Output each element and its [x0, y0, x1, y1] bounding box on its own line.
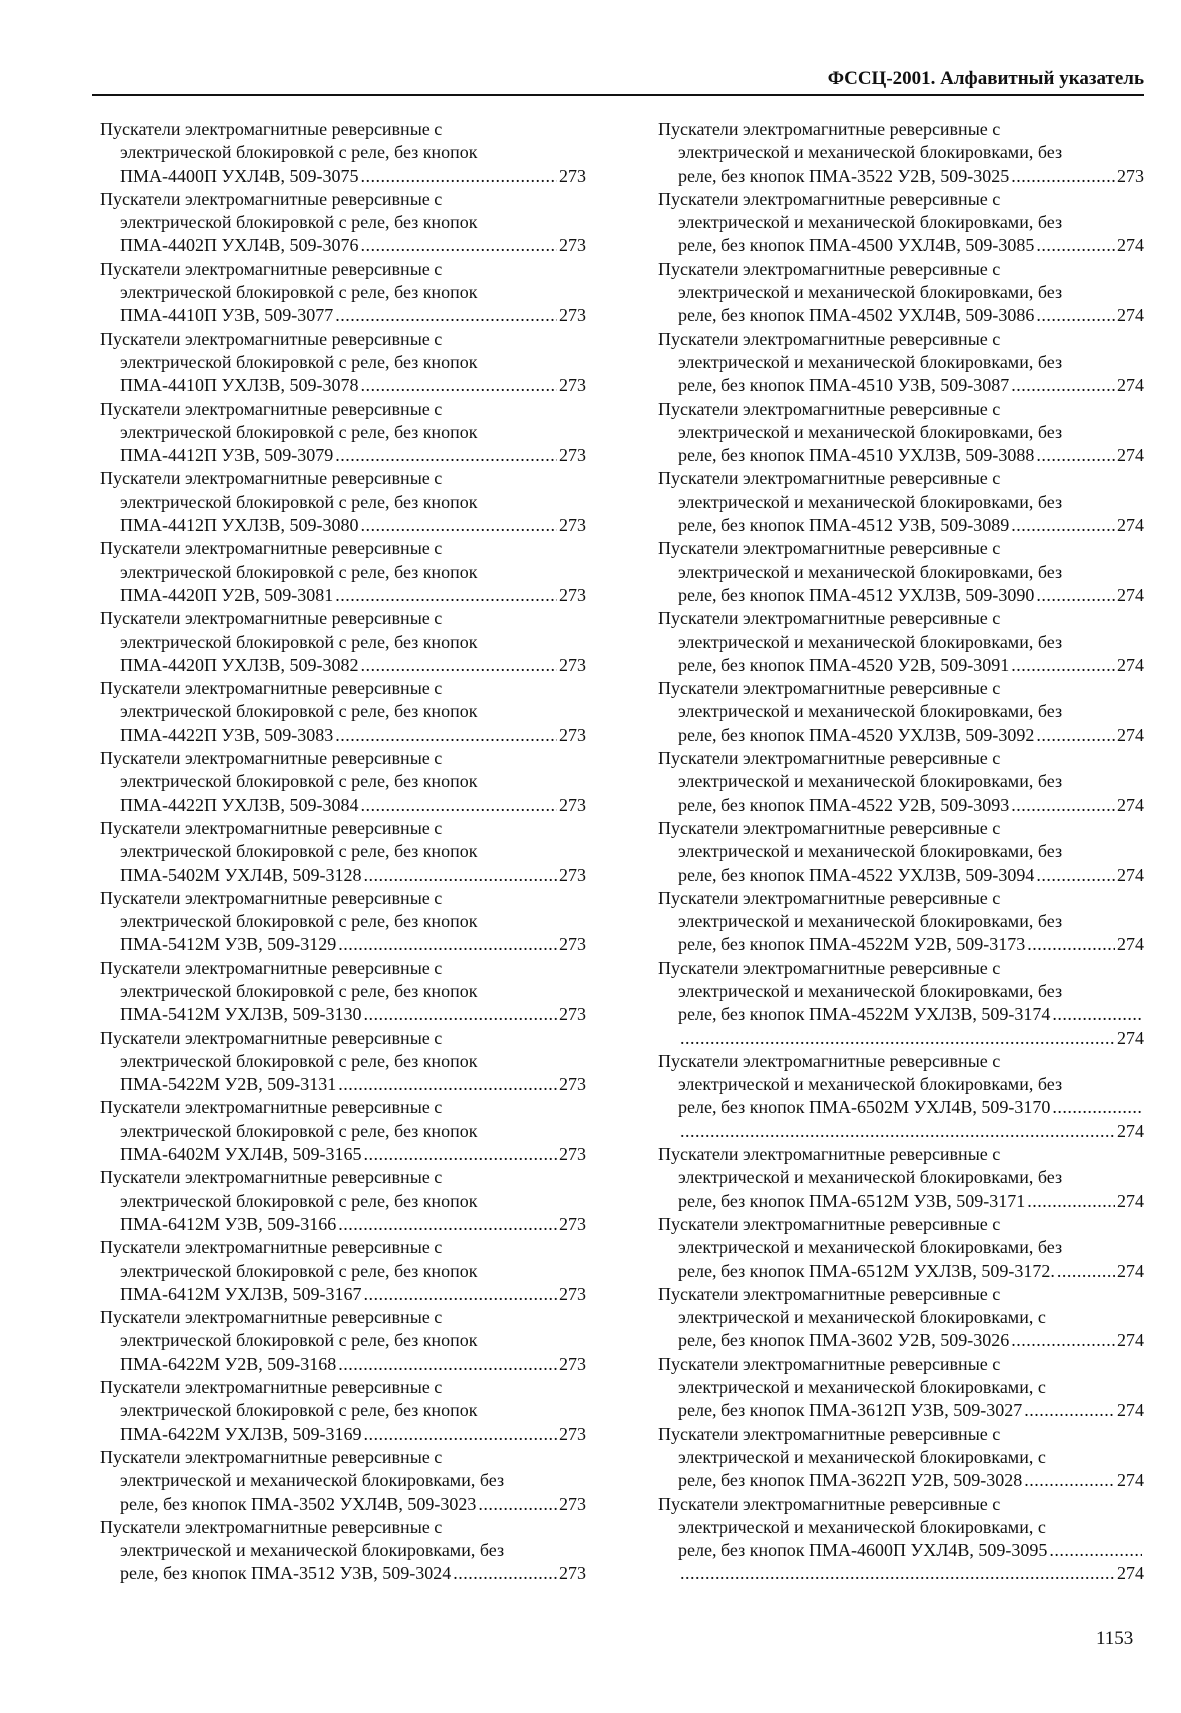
dot-leader	[363, 1283, 557, 1306]
index-entry	[100, 398, 586, 468]
entry-title-line: Пускатели электромагнитные реверсивные с	[658, 1493, 1001, 1514]
dot-leader	[1052, 1003, 1142, 1026]
entry-continuation-line: электрической блокировкой с реле, без кнопок	[120, 841, 478, 862]
dot-leader	[1036, 444, 1115, 467]
entry-title-line: Пускатели электромагнитные реверсивные с	[658, 258, 1001, 279]
entry-continuation-line: электрической и механической блокировками, без	[678, 911, 1063, 932]
entry-title-line: Пускатели электромагнитные реверсивные с	[100, 538, 443, 559]
dot-leader	[335, 584, 557, 607]
index-entry	[100, 1027, 586, 1097]
index-entry	[100, 747, 586, 817]
index-entry	[658, 1283, 1144, 1353]
entry-title-line: Пускатели электромагнитные реверсивные с	[100, 1237, 443, 1258]
entry-continuation-line: электрической блокировкой с реле, без кнопок	[120, 1050, 478, 1071]
index-entry	[100, 887, 586, 957]
entry-title-line: Пускатели электромагнитные реверсивные с	[100, 748, 443, 769]
entry-title-line: Пускатели электромагнитные реверсивные с	[658, 328, 1001, 349]
entry-page-number: 274	[1117, 794, 1144, 815]
dot-leader	[363, 1423, 557, 1446]
index-entry	[100, 328, 586, 398]
entry-page-number: 273	[559, 864, 586, 885]
entry-continuation-line: электрической и механической блокировками, без	[678, 631, 1063, 652]
index-entry	[658, 1493, 1144, 1586]
header-title: ФССЦ-2001. Алфавитный указатель	[827, 68, 1144, 89]
dot-leader	[1027, 933, 1115, 956]
entry-continuation-line: электрической и механической блокировками, без	[120, 1540, 505, 1561]
entry-page-number: 274	[1117, 1120, 1144, 1141]
entry-page-number: 274	[1117, 1563, 1144, 1584]
entry-title-line: Пускатели электромагнитные реверсивные с	[658, 957, 1001, 978]
index-entry	[658, 118, 1144, 188]
entry-continuation-line: электрической и механической блокировками, без	[678, 1167, 1063, 1188]
entry-page-number: 273	[559, 1074, 586, 1095]
entry-reference: ПМА-5412М У3В, 509-3129	[120, 934, 337, 955]
entry-continuation-line: электрической блокировкой с реле, без кнопок	[120, 1260, 478, 1281]
dot-leader	[1049, 1539, 1142, 1562]
entry-reference: реле, без кнопок ПМА-4522 У2В, 509-3093	[678, 794, 1010, 815]
entry-continuation-line: электрической и механической блокировками, без	[678, 1074, 1063, 1095]
entry-title-line: Пускатели электромагнитные реверсивные с	[100, 119, 443, 139]
index-column-right	[658, 118, 1144, 1586]
entry-page-number: 274	[1117, 1470, 1144, 1491]
dot-leader	[360, 234, 557, 257]
index-entry	[100, 537, 586, 607]
page-header	[92, 66, 1144, 96]
index-entry	[100, 1166, 586, 1236]
entry-title-line: Пускатели электромагнитные реверсивные с	[100, 398, 443, 419]
entry-continuation-line: электрической и механической блокировками, с	[678, 1307, 1046, 1328]
entry-continuation-line: электрической и механической блокировками, без	[678, 212, 1063, 233]
entry-continuation-line: электрической блокировкой с реле, без кнопок	[120, 980, 478, 1001]
index-entry	[658, 467, 1144, 537]
entry-continuation-line: электрической и механической блокировками, с	[678, 1377, 1046, 1398]
dot-leader	[1052, 1096, 1142, 1119]
entry-reference: реле, без кнопок ПМА-3622П У2В, 509-3028	[678, 1470, 1023, 1491]
dot-leader	[1011, 1329, 1115, 1352]
entry-title-line: Пускатели электромагнитные реверсивные с	[658, 1050, 1001, 1071]
entry-continuation-line: электрической блокировкой с реле, без кнопок	[120, 911, 478, 932]
entry-page-number: 273	[559, 1493, 586, 1514]
entry-continuation-line: электрической и механической блокировками, без	[678, 142, 1063, 163]
entry-page-number: 274	[1117, 1400, 1144, 1421]
entry-title-line: Пускатели электромагнитные реверсивные с	[658, 468, 1001, 489]
entry-reference: реле, без кнопок ПМА-4502 УХЛ4В, 509-3086	[678, 305, 1035, 326]
entry-reference: ПМА-5402М УХЛ4В, 509-3128	[120, 864, 362, 885]
entry-continuation-line: электрической блокировкой с реле, без кнопок	[120, 1330, 478, 1351]
entry-reference: ПМА-6412М У3В, 509-3166	[120, 1213, 337, 1234]
dot-leader	[360, 654, 557, 677]
entry-reference: реле, без кнопок ПМА-4512 УХЛ3В, 509-3090	[678, 584, 1035, 605]
entry-title-line: Пускатели электромагнитные реверсивные с	[658, 119, 1001, 139]
entry-title-line: Пускатели электромагнитные реверсивные с	[100, 817, 443, 838]
entry-reference: реле, без кнопок ПМА-3602 У2В, 509-3026	[678, 1330, 1010, 1351]
index-entry	[100, 118, 586, 188]
entry-continuation-line: электрической и механической блокировками, без	[678, 421, 1063, 442]
index-entry	[100, 467, 586, 537]
entry-reference: реле, без кнопок ПМА-6512М У3В, 509-3171	[678, 1190, 1026, 1211]
dot-leader	[680, 1120, 1115, 1143]
entry-reference: реле, без кнопок ПМА-3522 У2В, 509-3025	[678, 165, 1010, 186]
entry-reference: реле, без кнопок ПМА-4500 УХЛ4В, 509-3085	[678, 235, 1035, 256]
entry-title-line: Пускатели электромагнитные реверсивные с	[658, 748, 1001, 769]
entry-title-line: Пускатели электромагнитные реверсивные с	[658, 887, 1001, 908]
entry-reference: реле, без кнопок ПМА-4522М УХЛ3В, 509-3174	[678, 1004, 1051, 1025]
entry-reference: реле, без кнопок ПМА-4510 У3В, 509-3087	[678, 375, 1010, 396]
entry-page-number: 274	[1117, 1190, 1144, 1211]
entry-page-number: 273	[559, 515, 586, 536]
entry-reference: ПМА-4422П У3В, 509-3083	[120, 724, 334, 745]
entry-continuation-line: электрической блокировкой с реле, без кнопок	[120, 491, 478, 512]
entry-reference: ПМА-4410П УХЛ3В, 509-3078	[120, 375, 359, 396]
dot-leader	[363, 1143, 557, 1166]
entry-page-number: 273	[559, 235, 586, 256]
entry-page-number: 273	[559, 1283, 586, 1304]
entry-title-line: Пускатели электромагнитные реверсивные с	[658, 188, 1001, 209]
dot-leader	[1011, 654, 1115, 677]
entry-page-number: 274	[1117, 515, 1144, 536]
entry-reference: реле, без кнопок ПМА-3502 УХЛ4В, 509-3023	[120, 1493, 477, 1514]
entry-continuation-line: электрической и механической блокировками, без	[678, 1237, 1063, 1258]
entry-continuation-line: электрической блокировкой с реле, без кнопок	[120, 351, 478, 372]
entry-reference: ПМА-4402П УХЛ4В, 509-3076	[120, 235, 359, 256]
index-entry	[100, 1096, 586, 1166]
entry-reference: реле, без кнопок ПМА-4522 УХЛ3В, 509-3094	[678, 864, 1035, 885]
entry-title-line: Пускатели электромагнитные реверсивные с	[658, 538, 1001, 559]
dot-leader	[478, 1493, 557, 1516]
index-entry	[658, 1143, 1144, 1213]
entry-page-number: 273	[559, 934, 586, 955]
dot-leader	[335, 444, 557, 467]
entry-page-number: 274	[1117, 235, 1144, 256]
entry-continuation-line: электрической и механической блокировками, без	[678, 351, 1063, 372]
entry-page-number: 273	[559, 375, 586, 396]
entry-reference: реле, без кнопок ПМА-4600П УХЛ4В, 509-3095	[678, 1540, 1048, 1561]
entry-reference: реле, без кнопок ПМА-4520 УХЛ3В, 509-3092	[678, 724, 1035, 745]
entry-page-number: 274	[1117, 305, 1144, 326]
entry-page-number: 274	[1117, 584, 1144, 605]
dot-leader	[1036, 724, 1115, 747]
entry-reference: ПМА-4412П У3В, 509-3079	[120, 445, 334, 466]
entry-page-number: 273	[559, 584, 586, 605]
dot-leader	[363, 1003, 557, 1026]
entry-continuation-line: электрической и механической блокировками, без	[678, 282, 1063, 303]
entry-continuation-line: электрической блокировкой с реле, без кнопок	[120, 631, 478, 652]
entry-reference: ПМА-4400П УХЛ4В, 509-3075	[120, 165, 359, 186]
dot-leader	[680, 1027, 1115, 1050]
entry-reference: ПМА-6402М УХЛ4В, 509-3165	[120, 1144, 362, 1165]
entry-page-number: 274	[1117, 1027, 1144, 1048]
entry-title-line: Пускатели электромагнитные реверсивные с	[100, 1027, 443, 1048]
entry-page-number: 273	[559, 165, 586, 186]
entry-title-line: Пускатели электромагнитные реверсивные с	[100, 1446, 443, 1467]
entry-continuation-line: электрической блокировкой с реле, без кнопок	[120, 142, 478, 163]
entry-reference: ПМА-6422М У2В, 509-3168	[120, 1353, 337, 1374]
dot-leader	[1011, 374, 1115, 397]
entry-title-line: Пускатели электромагнитные реверсивные с	[100, 608, 443, 629]
index-entry	[658, 1353, 1144, 1423]
entry-title-line: Пускатели электромагнитные реверсивные с	[658, 398, 1001, 419]
entry-continuation-line: электрической блокировкой с реле, без кнопок	[120, 1120, 478, 1141]
index-column-left	[100, 118, 586, 1586]
entry-page-number: 273	[559, 794, 586, 815]
entry-continuation-line: электрической и механической блокировками, без	[678, 841, 1063, 862]
entry-page-number: 273	[559, 1144, 586, 1165]
dot-leader	[338, 933, 557, 956]
dot-leader	[1011, 794, 1115, 817]
entry-continuation-line: электрической и механической блокировками, без	[678, 980, 1063, 1001]
entry-page-number: 273	[559, 1423, 586, 1444]
entry-continuation-line: электрической блокировкой с реле, без кнопок	[120, 1400, 478, 1421]
index-entry	[100, 1306, 586, 1376]
index-entry	[100, 1236, 586, 1306]
index-entry	[658, 1423, 1144, 1493]
index-entry	[658, 607, 1144, 677]
entry-page-number: 273	[1117, 165, 1144, 186]
index-entry	[100, 607, 586, 677]
dot-leader	[1024, 1469, 1115, 1492]
entry-continuation-line: электрической и механической блокировками, без	[678, 701, 1063, 722]
index-entry	[658, 1213, 1144, 1283]
entry-reference: ПМА-4410П У3В, 509-3077	[120, 305, 334, 326]
dot-leader	[1027, 1190, 1115, 1213]
entry-page-number: 274	[1117, 1330, 1144, 1351]
entry-title-line: Пускатели электромагнитные реверсивные с	[100, 678, 443, 699]
entry-title-line: Пускатели электромагнитные реверсивные с	[100, 468, 443, 489]
index-entry	[658, 188, 1144, 258]
dot-leader	[363, 864, 557, 887]
entry-page-number: 274	[1117, 1260, 1144, 1281]
entry-reference: ПМА-6422М УХЛ3В, 509-3169	[120, 1423, 362, 1444]
entry-title-line: Пускатели электромагнитные реверсивные с	[100, 1097, 443, 1118]
entry-reference: реле, без кнопок ПМА-4520 У2В, 509-3091	[678, 654, 1010, 675]
entry-title-line: Пускатели электромагнитные реверсивные с	[658, 1353, 1001, 1374]
index-entry	[100, 677, 586, 747]
entry-reference: ПМА-5412М УХЛ3В, 509-3130	[120, 1004, 362, 1025]
entry-page-number: 273	[559, 1004, 586, 1025]
entry-title-line: Пускатели электромагнитные реверсивные с	[100, 258, 443, 279]
entry-page-number: 273	[559, 305, 586, 326]
entry-continuation-line: электрической блокировкой с реле, без кнопок	[120, 561, 478, 582]
entry-page-number: 274	[1117, 445, 1144, 466]
entry-continuation-line: электрической и механической блокировками, без	[678, 561, 1063, 582]
entry-title-line: Пускатели электромагнитные реверсивные с	[100, 1307, 443, 1328]
entry-title-line: Пускатели электромагнитные реверсивные с	[658, 678, 1001, 699]
index-entry	[658, 747, 1144, 817]
index-entry	[658, 817, 1144, 887]
entry-continuation-line: электрической блокировкой с реле, без кнопок	[120, 282, 478, 303]
entry-reference: ПМА-4420П У2В, 509-3081	[120, 584, 334, 605]
entry-continuation-line: электрической блокировкой с реле, без кнопок	[120, 421, 478, 442]
index-entry	[100, 1446, 586, 1516]
entry-reference: реле, без кнопок ПМА-4512 У3В, 509-3089	[678, 515, 1010, 536]
dot-leader	[360, 794, 557, 817]
entry-continuation-line: электрической и механической блокировками, с	[678, 1446, 1046, 1467]
index-entry	[658, 537, 1144, 607]
entry-reference: реле, без кнопок ПМА-6512М УХЛ3В, 509-3172.	[678, 1260, 1055, 1281]
index-entry	[100, 957, 586, 1027]
entry-reference: ПМА-4412П УХЛ3В, 509-3080	[120, 515, 359, 536]
dot-leader	[338, 1213, 557, 1236]
dot-leader	[1011, 165, 1115, 188]
entry-reference: реле, без кнопок ПМА-6502М УХЛ4В, 509-3170	[678, 1097, 1051, 1118]
page-number: 1153	[1096, 1628, 1134, 1649]
dot-leader	[453, 1562, 557, 1585]
dot-leader	[335, 724, 557, 747]
index-entry	[100, 258, 586, 328]
index-entry	[658, 677, 1144, 747]
entry-title-line: Пускатели электромагнитные реверсивные с	[100, 188, 443, 209]
entry-title-line: Пускатели электромагнитные реверсивные с	[100, 957, 443, 978]
entry-title-line: Пускатели электромагнитные реверсивные с	[100, 887, 443, 908]
entry-title-line: Пускатели электромагнитные реверсивные с	[658, 1213, 1001, 1234]
dot-leader	[338, 1073, 557, 1096]
index-entry	[658, 1050, 1144, 1143]
entry-reference: реле, без кнопок ПМА-4510 УХЛ3В, 509-3088	[678, 445, 1035, 466]
entry-page-number: 274	[1117, 934, 1144, 955]
dot-leader	[360, 514, 557, 537]
index-entry	[100, 817, 586, 887]
dot-leader	[1036, 304, 1115, 327]
index-entry	[100, 1376, 586, 1446]
entry-continuation-line: электрической и механической блокировками, без	[120, 1470, 505, 1491]
entry-page-number: 274	[1117, 724, 1144, 745]
entry-reference: реле, без кнопок ПМА-4522М У2В, 509-3173	[678, 934, 1026, 955]
entry-continuation-line: электрической и механической блокировками, без	[678, 491, 1063, 512]
dot-leader	[338, 1353, 557, 1376]
dot-leader	[1036, 864, 1115, 887]
entry-reference: ПМА-4420П УХЛ3В, 509-3082	[120, 654, 359, 675]
entry-continuation-line: электрической и механической блокировками, с	[678, 1516, 1046, 1537]
index-entry	[658, 887, 1144, 957]
entry-title-line: Пускатели электромагнитные реверсивные с	[100, 1516, 443, 1537]
entry-title-line: Пускатели электромагнитные реверсивные с	[658, 608, 1001, 629]
index-entry	[658, 328, 1144, 398]
entry-continuation-line: электрической блокировкой с реле, без кнопок	[120, 771, 478, 792]
entry-title-line: Пускатели электромагнитные реверсивные с	[658, 1423, 1001, 1444]
entry-page-number: 274	[1117, 375, 1144, 396]
entry-reference: реле, без кнопок ПМА-3612П У3В, 509-3027	[678, 1400, 1023, 1421]
index-entry	[100, 1516, 586, 1586]
entry-title-line: Пускатели электромагнитные реверсивные с	[658, 817, 1001, 838]
entry-page-number: 273	[559, 654, 586, 675]
entry-continuation-line: электрической блокировкой с реле, без кнопок	[120, 212, 478, 233]
entry-continuation-line: электрической и механической блокировками, без	[678, 771, 1063, 792]
entry-page-number: 274	[1117, 864, 1144, 885]
entry-page-number: 273	[559, 1563, 586, 1584]
entry-title-line: Пускатели электромагнитные реверсивные с	[658, 1283, 1001, 1304]
entry-continuation-line: электрической блокировкой с реле, без кнопок	[120, 701, 478, 722]
entry-reference: ПМА-6412М УХЛ3В, 509-3167	[120, 1283, 362, 1304]
entry-page-number: 273	[559, 1353, 586, 1374]
dot-leader	[335, 304, 557, 327]
index-entry	[658, 957, 1144, 1050]
dot-leader	[1011, 514, 1115, 537]
dot-leader	[1036, 584, 1115, 607]
entry-page-number: 274	[1117, 654, 1144, 675]
entry-page-number: 273	[559, 724, 586, 745]
entry-title-line: Пускатели электромагнитные реверсивные с	[100, 1377, 443, 1398]
entry-page-number: 273	[559, 1213, 586, 1234]
entry-title-line: Пускатели электромагнитные реверсивные с	[100, 1167, 443, 1188]
dot-leader	[1036, 234, 1115, 257]
entry-continuation-line: электрической блокировкой с реле, без кнопок	[120, 1190, 478, 1211]
dot-leader	[360, 374, 557, 397]
index-entry	[658, 398, 1144, 468]
entry-reference: ПМА-4422П УХЛ3В, 509-3084	[120, 794, 359, 815]
dot-leader	[680, 1562, 1115, 1585]
dot-leader	[1024, 1399, 1115, 1422]
entry-reference: реле, без кнопок ПМА-3512 У3В, 509-3024	[120, 1563, 452, 1584]
entry-title-line: Пускатели электромагнитные реверсивные с	[658, 1144, 1001, 1165]
entry-title-line: Пускатели электромагнитные реверсивные с	[100, 328, 443, 349]
dot-leader	[1057, 1260, 1115, 1283]
dot-leader	[360, 165, 557, 188]
index-entry	[658, 258, 1144, 328]
entry-reference: ПМА-5422М У2В, 509-3131	[120, 1074, 337, 1095]
entry-page-number: 273	[559, 445, 586, 466]
index-entry	[100, 188, 586, 258]
